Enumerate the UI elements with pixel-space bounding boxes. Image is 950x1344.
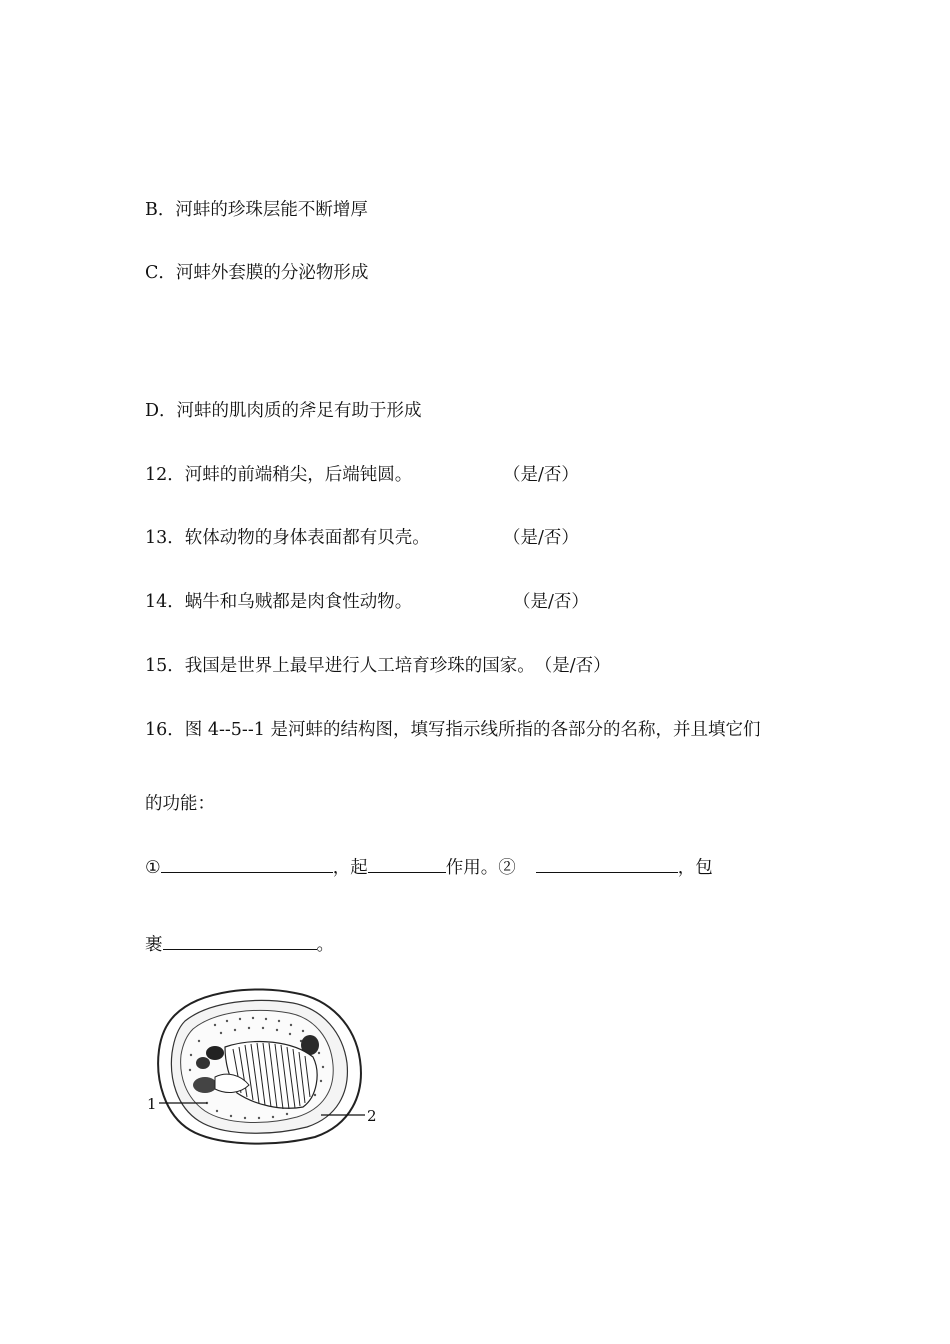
fill-text-period: 。 (316, 935, 334, 955)
question-13-text: 13．软体动物的身体表面都有贝壳。 (145, 528, 430, 548)
question-16-line2: 的功能： (145, 794, 215, 814)
fill-text-bao: ，包 (677, 858, 713, 878)
question-14-answer[interactable]: （是/否） (513, 592, 589, 612)
question-15-answer[interactable]: （是/否） (534, 656, 611, 676)
question-16-line1: 16．图 4--5--1 是河蚌的结构图，填写指示线所指的各部分的名称，并且填它们 (145, 720, 761, 740)
option-d: D．河蚌的肌肉质的斧足有助于形成 (145, 401, 422, 421)
label-2: 2 (367, 1107, 377, 1125)
blank-part2-function[interactable] (163, 948, 317, 950)
question-12-text: 12．河蚌的前端稍尖，后端钝圆。 (145, 465, 413, 485)
question-13 (145, 524, 579, 549)
fill-text-qi: ，起 (332, 858, 368, 878)
question-12-answer[interactable]: （是/否） (503, 465, 579, 485)
organ-blob (193, 1077, 217, 1093)
mussel-structure-figure (145, 985, 385, 1150)
question-16-fill-row1 (145, 854, 713, 879)
organ-blob (196, 1057, 210, 1069)
circled-1: ① (145, 858, 161, 878)
blank-part1-function[interactable] (368, 871, 446, 873)
question-15 (145, 652, 611, 677)
label-1: 1 (147, 1095, 157, 1113)
question-12 (145, 461, 579, 486)
question-14-text: 14．蜗牛和乌贼都是肉食性动物。 (145, 592, 413, 612)
option-b: B．河蚌的珍珠层能不断增厚 (145, 200, 368, 220)
option-c: C．河蚌外套膜的分泌物形成 (145, 263, 369, 283)
question-15-text: 15．我国是世界上最早进行人工培育珍珠的国家。 (145, 656, 535, 676)
fill-text-guo: 裹 (145, 935, 163, 955)
question-13-answer[interactable]: （是/否） (503, 528, 579, 548)
question-16-fill-row2 (145, 931, 334, 956)
question-14 (145, 588, 589, 613)
fill-text-zuoyong: 作用。② (445, 858, 516, 878)
blank-part2-name[interactable] (536, 871, 678, 873)
blank-part1-name[interactable] (161, 871, 333, 873)
organ-blob (206, 1046, 224, 1060)
